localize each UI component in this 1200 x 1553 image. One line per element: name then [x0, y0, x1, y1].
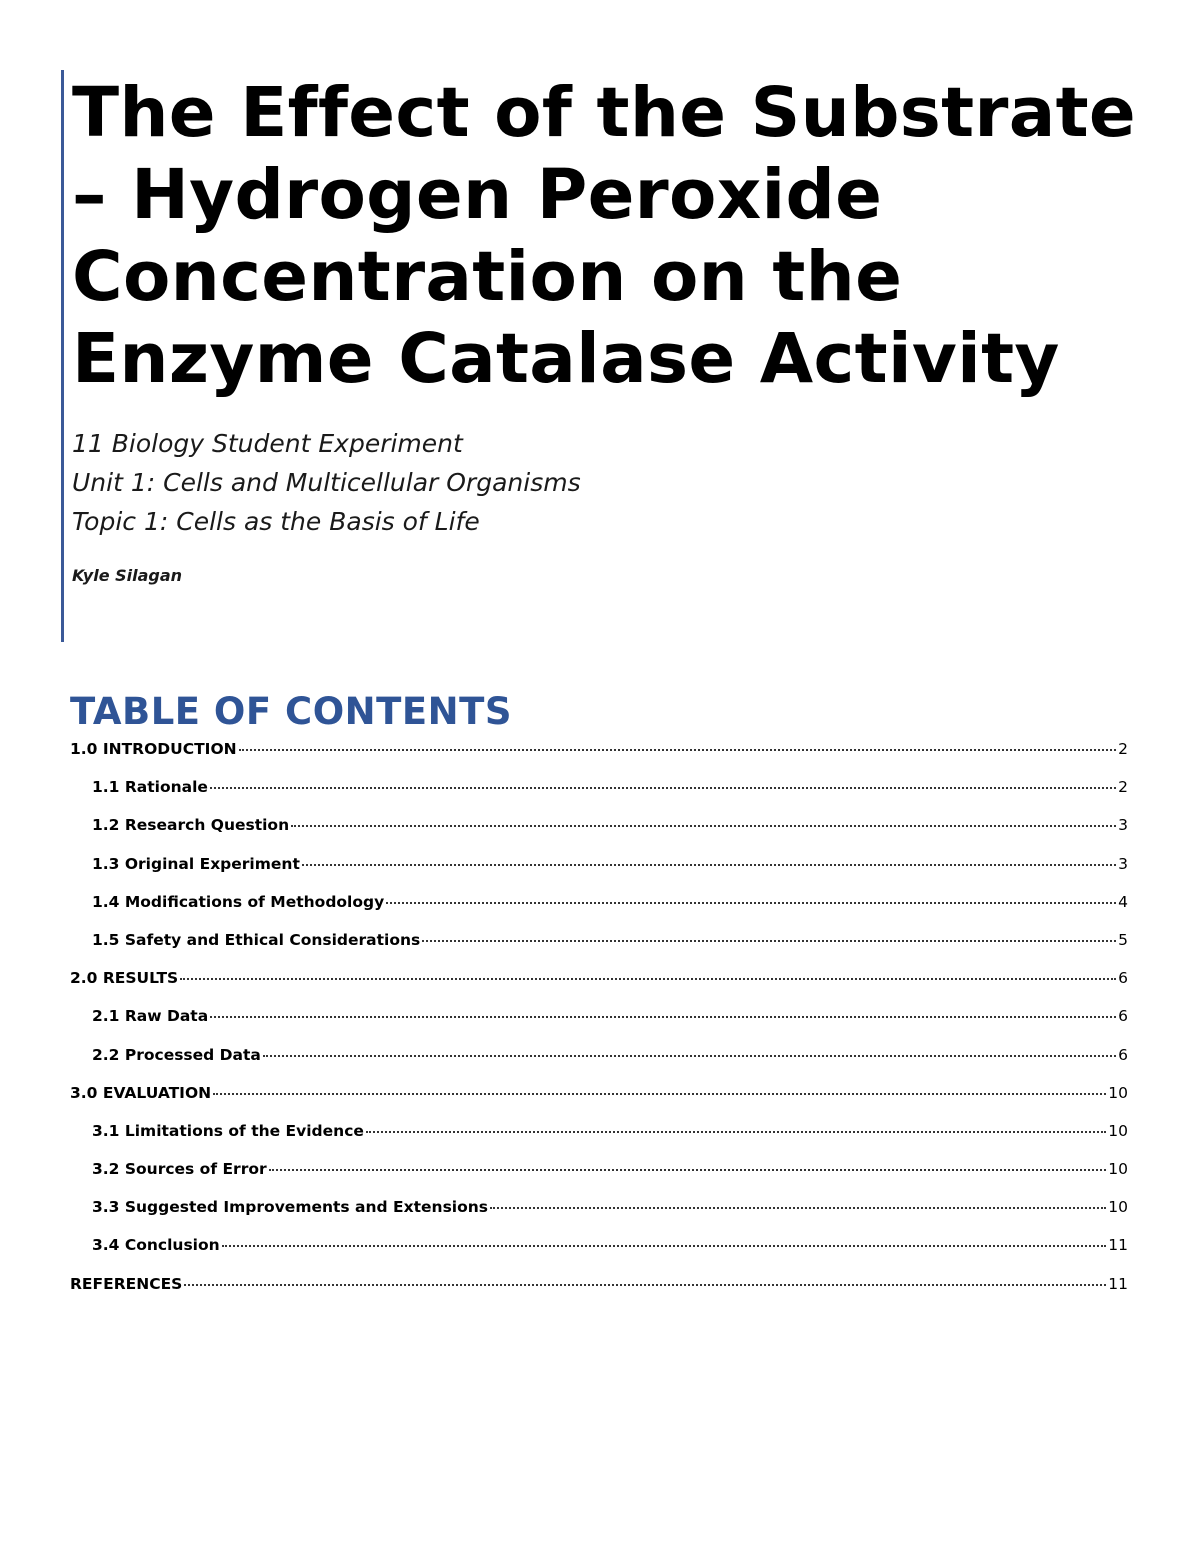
toc-dot-leader — [213, 1093, 1106, 1095]
toc-dot-leader — [422, 940, 1116, 942]
toc-entry[interactable] — [70, 778, 1128, 816]
toc-entry-page-number: 6 — [1118, 1007, 1128, 1026]
document-title-line: Enzyme Catalase Activity — [72, 319, 1060, 399]
toc-entry-page-number: 2 — [1118, 778, 1128, 797]
toc-entry[interactable] — [70, 893, 1128, 931]
toc-entry[interactable] — [70, 1007, 1128, 1045]
toc-entry-page-number: 5 — [1118, 930, 1128, 949]
document-title-line: The Effect of the Substrate — [72, 73, 1136, 153]
toc-entry-page-number: 2 — [1118, 740, 1128, 758]
toc-dot-leader — [210, 1016, 1116, 1018]
toc-entry[interactable] — [70, 1198, 1128, 1236]
toc-entry-label: 1.2 Research Question — [92, 816, 290, 835]
toc-entry-page-number: 6 — [1118, 1045, 1128, 1064]
toc-dot-leader — [291, 825, 1116, 827]
toc-entry-label: REFERENCES — [70, 1274, 183, 1293]
toc-entry-label: 3.2 Sources of Error — [92, 1160, 267, 1179]
toc-dot-leader — [366, 1131, 1106, 1133]
toc-entry[interactable] — [70, 1046, 1128, 1084]
toc-entry-label: 1.4 Modifications of Methodology — [92, 892, 385, 911]
document-title-line: – Hydrogen Peroxide — [72, 155, 883, 235]
toc-entry-label: 3.3 Suggested Improvements and Extensions — [92, 1198, 489, 1217]
toc-entry-label: 1.0 INTRODUCTION — [70, 740, 237, 758]
toc-dot-leader — [302, 864, 1116, 866]
table-of-contents — [70, 740, 1128, 1313]
subtitle-course: 11 Biology Student Experiment — [72, 429, 463, 458]
toc-entry[interactable] — [70, 1160, 1128, 1198]
toc-entry[interactable] — [70, 740, 1128, 778]
toc-entry-label: 1.1 Rationale — [92, 778, 208, 797]
toc-entry-page-number: 10 — [1108, 1160, 1128, 1179]
toc-entry-label: 2.1 Raw Data — [92, 1007, 209, 1026]
document-title — [72, 72, 1152, 400]
toc-entry-page-number: 6 — [1118, 969, 1128, 988]
toc-entry[interactable] — [70, 1275, 1128, 1313]
toc-entry-page-number: 3 — [1118, 816, 1128, 835]
toc-entry[interactable] — [70, 855, 1128, 893]
toc-entry-label: 3.4 Conclusion — [92, 1236, 220, 1255]
toc-entry-label: 3.0 EVALUATION — [70, 1083, 212, 1102]
toc-dot-leader — [269, 1169, 1107, 1171]
toc-entry-page-number: 11 — [1108, 1274, 1128, 1293]
toc-dot-leader — [490, 1207, 1106, 1209]
toc-entry[interactable] — [70, 1122, 1128, 1160]
subtitle-unit: Unit 1: Cells and Multicellular Organisms — [72, 468, 581, 497]
toc-entry[interactable] — [70, 969, 1128, 1007]
toc-entry[interactable] — [70, 816, 1128, 854]
toc-dot-leader — [184, 1284, 1106, 1286]
toc-entry-page-number: 3 — [1118, 854, 1128, 873]
toc-entry-label: 2.0 RESULTS — [70, 969, 179, 988]
toc-entry[interactable] — [70, 931, 1128, 969]
toc-entry[interactable] — [70, 1084, 1128, 1122]
toc-entry-page-number: 4 — [1118, 892, 1128, 911]
toc-entry[interactable] — [70, 1236, 1128, 1274]
toc-entry-label: 1.3 Original Experiment — [92, 854, 300, 873]
toc-entry-page-number: 10 — [1108, 1083, 1128, 1102]
toc-entry-label: 2.2 Processed Data — [92, 1045, 261, 1064]
toc-dot-leader — [222, 1245, 1107, 1247]
document-subtitle — [72, 424, 581, 541]
toc-dot-leader — [239, 749, 1117, 751]
toc-dot-leader — [180, 978, 1116, 980]
title-block — [61, 70, 1151, 642]
author-name: Kyle Silagan — [72, 566, 183, 585]
toc-dot-leader — [210, 787, 1116, 789]
toc-entry-page-number: 10 — [1108, 1121, 1128, 1140]
toc-entry-page-number: 10 — [1108, 1198, 1128, 1217]
toc-heading: TABLE OF CONTENTS — [70, 690, 512, 733]
toc-dot-leader — [386, 902, 1116, 904]
toc-entry-label: 1.5 Safety and Ethical Considerations — [92, 930, 421, 949]
toc-dot-leader — [263, 1055, 1116, 1057]
toc-entry-label: 3.1 Limitations of the Evidence — [92, 1121, 364, 1140]
toc-entry-page-number: 11 — [1108, 1236, 1128, 1255]
subtitle-topic: Topic 1: Cells as the Basis of Life — [72, 507, 480, 536]
document-title-line: Concentration on the — [72, 237, 903, 317]
